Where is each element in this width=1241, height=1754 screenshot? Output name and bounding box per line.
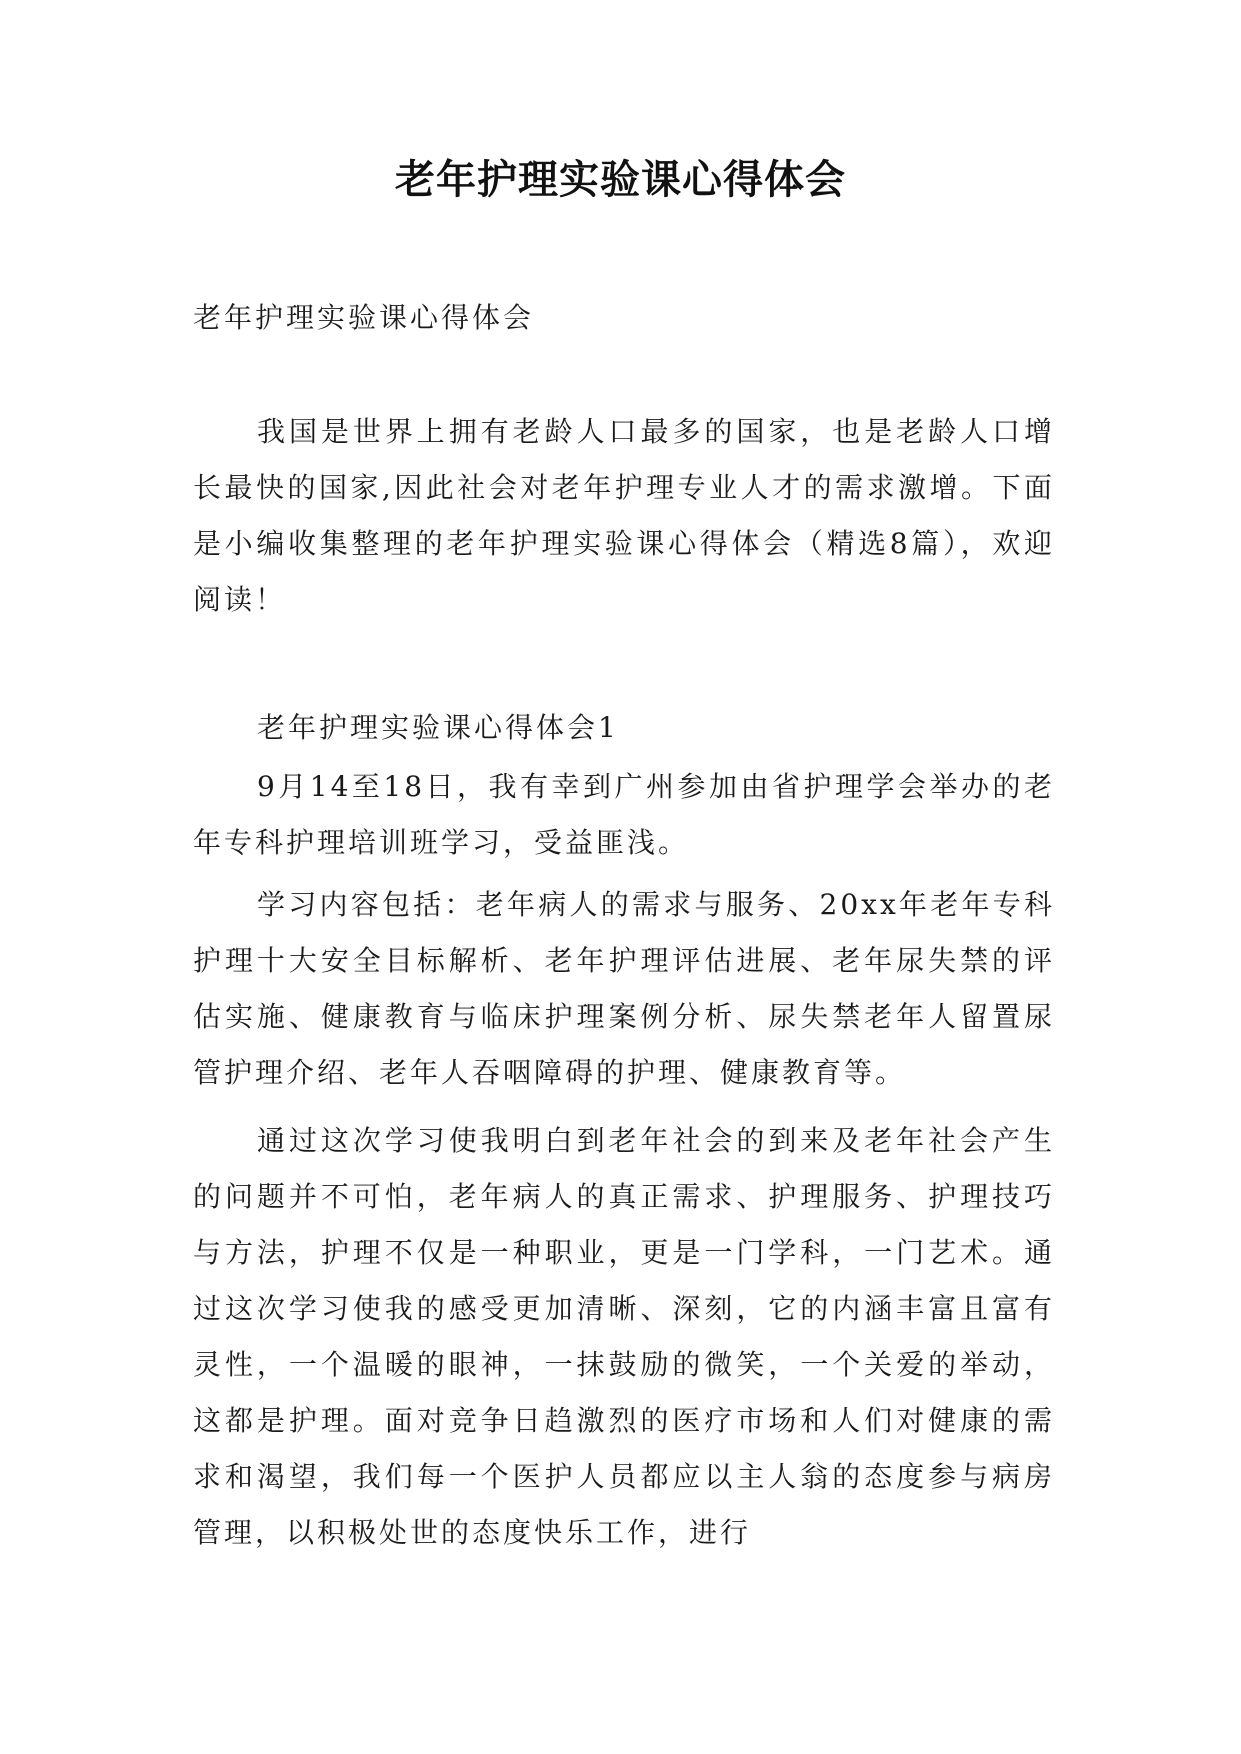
document-subtitle: 老年护理实验课心得体会 (193, 301, 535, 334)
section-heading: 老年护理实验课心得体会1 (257, 711, 619, 744)
body-paragraph-1: 9月14至18日，我有幸到广州参加由省护理学会举办的老年专科护理培训班学习，受益匪浅。 (193, 770, 1055, 859)
body-paragraph-2: 学习内容包括：老年病人的需求与服务、20xx年老年专科护理十大安全目标解析、老年护理评估进展、老年尿失禁的评估实施、健康教育与临床护理案例分析、尿失禁老年人留置尿管护理介绍、老年人吞咽障碍的护理、健康教育等。 (193, 888, 1055, 1089)
document-title: 老年护理实验课心得体会 (395, 157, 846, 203)
body-paragraph-3: 通过这次学习使我明白到老年社会的到来及老年社会产生的问题并不可怕，老年病人的真正需求、护理服务、护理技巧与方法，护理不仅是一种职业，更是一门学科，一门艺术。通过这次学习使我的感受更加清晰、深刻，它的内涵丰富且富有灵性，一个温暖的眼神，一抹鼓励的微笑，一个关爱的举动，这都是护理。面对竞争日趋激烈的医疗市场和人们对健康的需求和渴望，我们每一个医护人员都应以主人翁的态度参与病房管理，以积极处世的态度快乐工作，进行 (193, 1124, 1055, 1549)
intro-paragraph: 我国是世界上拥有老龄人口最多的国家，也是老龄人口增长最快的国家,因此社会对老年护理专业人才的需求激增。下面是小编收集整理的老年护理实验课心得体会（精选8篇），欢迎阅读！ (193, 415, 1055, 616)
